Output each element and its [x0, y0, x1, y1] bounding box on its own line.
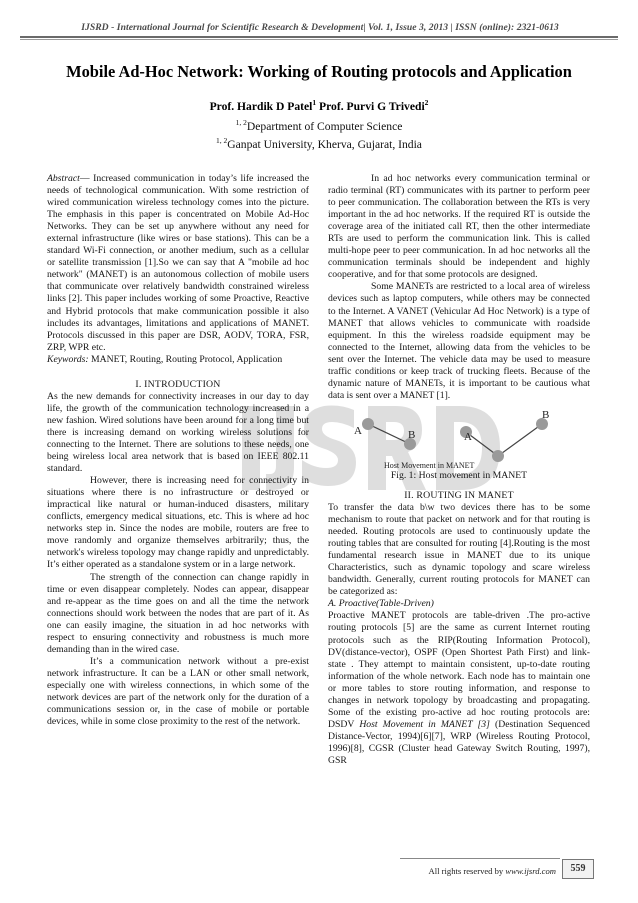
adhoc-paragraph-1: In ad hoc networks every communication terminal or radio terminal (RT) communicates with its partner to perform peer to peer communication. The collaboration between the RTs is very important in the ad hoc networks. If the required RT is outside the coverage area of the initiated call RT, then the other intermediate RTs are used to perform the communication link. This is called multi-hope peer to peer communication. In ad hoc networks all the communication terminals should be independent and highly cooperative, and for that some protocols are designed. [328, 173, 590, 281]
right-column [328, 173, 590, 767]
proactive-text-2: (Destination Sequenced Distance-Vector, 1994)[6][7], WRP (Wireless Routing Protocol, 1996)[8], CGSR (Cluster head Gateway Switch Routing, 1997), GSR [328, 718, 590, 766]
affil-2-text: Ganpat University, Kherva, Gujarat, India [227, 137, 422, 151]
routing-paragraph: To transfer the data b\w two devices there has to be some mechanism to route that packet on network and for that routing is needed. Routing protocols are used to continuously update the routing tables that are consulted for routing [4].Routing is the most fundamental research issue in MANET due to its unique Characteristics, such as dynamic topology and scare wireless bandwidth. Generally, current routing protocols for MANET can be categorized as: [328, 501, 590, 598]
node-b-label-2: B [542, 408, 550, 421]
section-heading-introduction: I. INTRODUCTION [135, 378, 221, 390]
footer-rights-prefix: All rights reserved by [428, 866, 506, 876]
figure-inner-caption: Host Movement in MANET [384, 460, 475, 470]
intro-paragraph-1: As the new demands for connectivity increases in our day to day life, the growth of the communication technology increased in a new fashion. Wired solutions have been around for a long time but there is increasing demand on working wireless solutions for connecting to the Internet. There are solutions to these needs, one being wireless local area network that is based on IEEE 802.11 standard. [47, 390, 309, 475]
abstract [47, 173, 309, 354]
author-line [20, 98, 618, 113]
author-2: Prof. Purvi G Trivedi [316, 99, 425, 113]
author-1-sup: 1 [312, 98, 317, 107]
paper-title: Mobile Ad-Hoc Network: Working of Routing protocols and Application [66, 62, 572, 81]
journal-header: IJSRD - International Journal for Scientific Research & Development| Vol. 1, Issue 3, 2013 | ISSN (online): 2321-0613 [81, 22, 559, 33]
node-mid-right [492, 450, 504, 462]
author-2-sup: 2 [424, 98, 429, 107]
intro-paragraph-3: The strength of the connection can change rapidly in time or even disappear completely. Nodes can appear, disappear and re-appear as the time goes on and all the time the network connections should work between the nodes that are part of it. As one can easily imagine, the situation in ad hoc networks with respect to ensuring connectivity and robustness is much more demanding than in the wired case. [47, 571, 309, 655]
abstract-label: Abstract [47, 173, 80, 184]
page-number: 559 [562, 859, 594, 879]
footer-rights [398, 866, 556, 876]
affiliation-department [20, 118, 618, 133]
node-b-label-1: B [408, 428, 416, 441]
affil-1-sup: 1, 2 [235, 118, 247, 127]
header-rule [20, 36, 618, 38]
keywords-text: MANET, Routing, Routing Protocol, Application [88, 353, 283, 365]
header-rule-secondary [20, 39, 618, 40]
figure-caption: Fig. 1: Host movement in MANET [390, 469, 528, 481]
left-column [47, 173, 309, 728]
keywords-label: Keywords: [47, 353, 89, 365]
affil-2-sup: 1, 2 [216, 136, 228, 145]
node-a-label-2: A [464, 430, 472, 443]
subsection-heading-proactive: A. Proactive(Table-Driven) [328, 598, 434, 610]
footer-site-link[interactable]: www.ijsrd.com [505, 866, 556, 876]
abstract-text: — Increased communication in today’s life increased the needs of technological communication. With some restriction of wired communication wireless technology comes into the picture. The emphasis in this paper is concentrated on Mobile Ad-Hoc Networks. They can be set up anywhere without any need for external infrastructure (like wires or base stations). This can be a standard Wi-Fi connection, or another medium, such as a cellular or satellite transmission [1].So we can say that A "mobile ad hoc network" (MANET) is an autonomous collection of mobile users that communicate over relatively bandwidth constrained wireless links [2]. This paper includes working of some Proactive, Reactive and Hybrid protocols that make communication possible it also includes its advantages, limitations and applications of MANET. Protocols discussed in this paper are DSR, AODV, TORA, FSR, ZRP, WPR etc. [47, 173, 309, 353]
proactive-text-1: Proactive MANET protocols are table-driven .The pro-active routing protocols [5] are the same as current Internet routing protocols such as the RIP(Routing Information Protocol), DV(distance-vector), OSPF (Open Shortest Path First) and link-state . They attempt to maintain consistent, up-to-date routing information of the whole network. Each node has to maintain one or more tables to store routing information, and response to changes in network topology by broadcasting and propagating. Some of the existing pro-active ad hoc routing protocols are: DSDV [328, 610, 590, 730]
footer-rule [400, 858, 560, 859]
node-a-left [362, 418, 374, 430]
keywords [47, 354, 309, 366]
section-heading-routing: II. ROUTING IN MANET [404, 489, 514, 501]
author-1: Prof. Hardik D Patel [209, 99, 313, 113]
affiliation-university [20, 136, 618, 151]
adhoc-paragraph-2: Some MANETs are restricted to a local area of wireless devices such as laptop computers, while others may be connected to the Internet. A VANET (Vehicular Ad Hoc Network) is a type of MANET that allows vehicles to communicate with roadside equipment. In this the wireless roadside equipment may be connected to the Internet, allowing data from the vehicles to be sent over the Internet. The vehicle data may be used to measure traffic conditions or keep track of trucking fleets. Because of the dynamic nature of MANETs, it is important to be cautious what data is sent over a MANET [1]. [328, 281, 590, 401]
proactive-italic-ref: Host Movement in MANET [3] [359, 718, 490, 730]
affil-1-text: Department of Computer Science [246, 119, 403, 133]
proactive-paragraph [328, 610, 590, 767]
host-movement-figure [328, 404, 590, 470]
intro-paragraph-2: However, there is increasing need for connectivity in situations where there is no infrastructure or destroyed or impractical like natural or human-induced disasters, military conflicts, emergency medical situations, etc. This is where ad hoc networks step in. Since the nodes are mobile, routers are free to move randomly and organize themselves arbitrarily; thus, the network's wireless topology may change rapidly and unpredictably. It’s either operated as a standalone system or in a large network. [47, 475, 309, 571]
intro-paragraph-4: It’s a communication network without a pre-exist network infrastructure. It can be a LAN or other small network, especially one with wireless connections, in which some of the network devices are part of the network only for the duration of a communications session or, in the case of mobile or portable devices, while in some close proximity to the rest of the network. [47, 655, 309, 728]
node-a-label-1: A [354, 424, 362, 437]
